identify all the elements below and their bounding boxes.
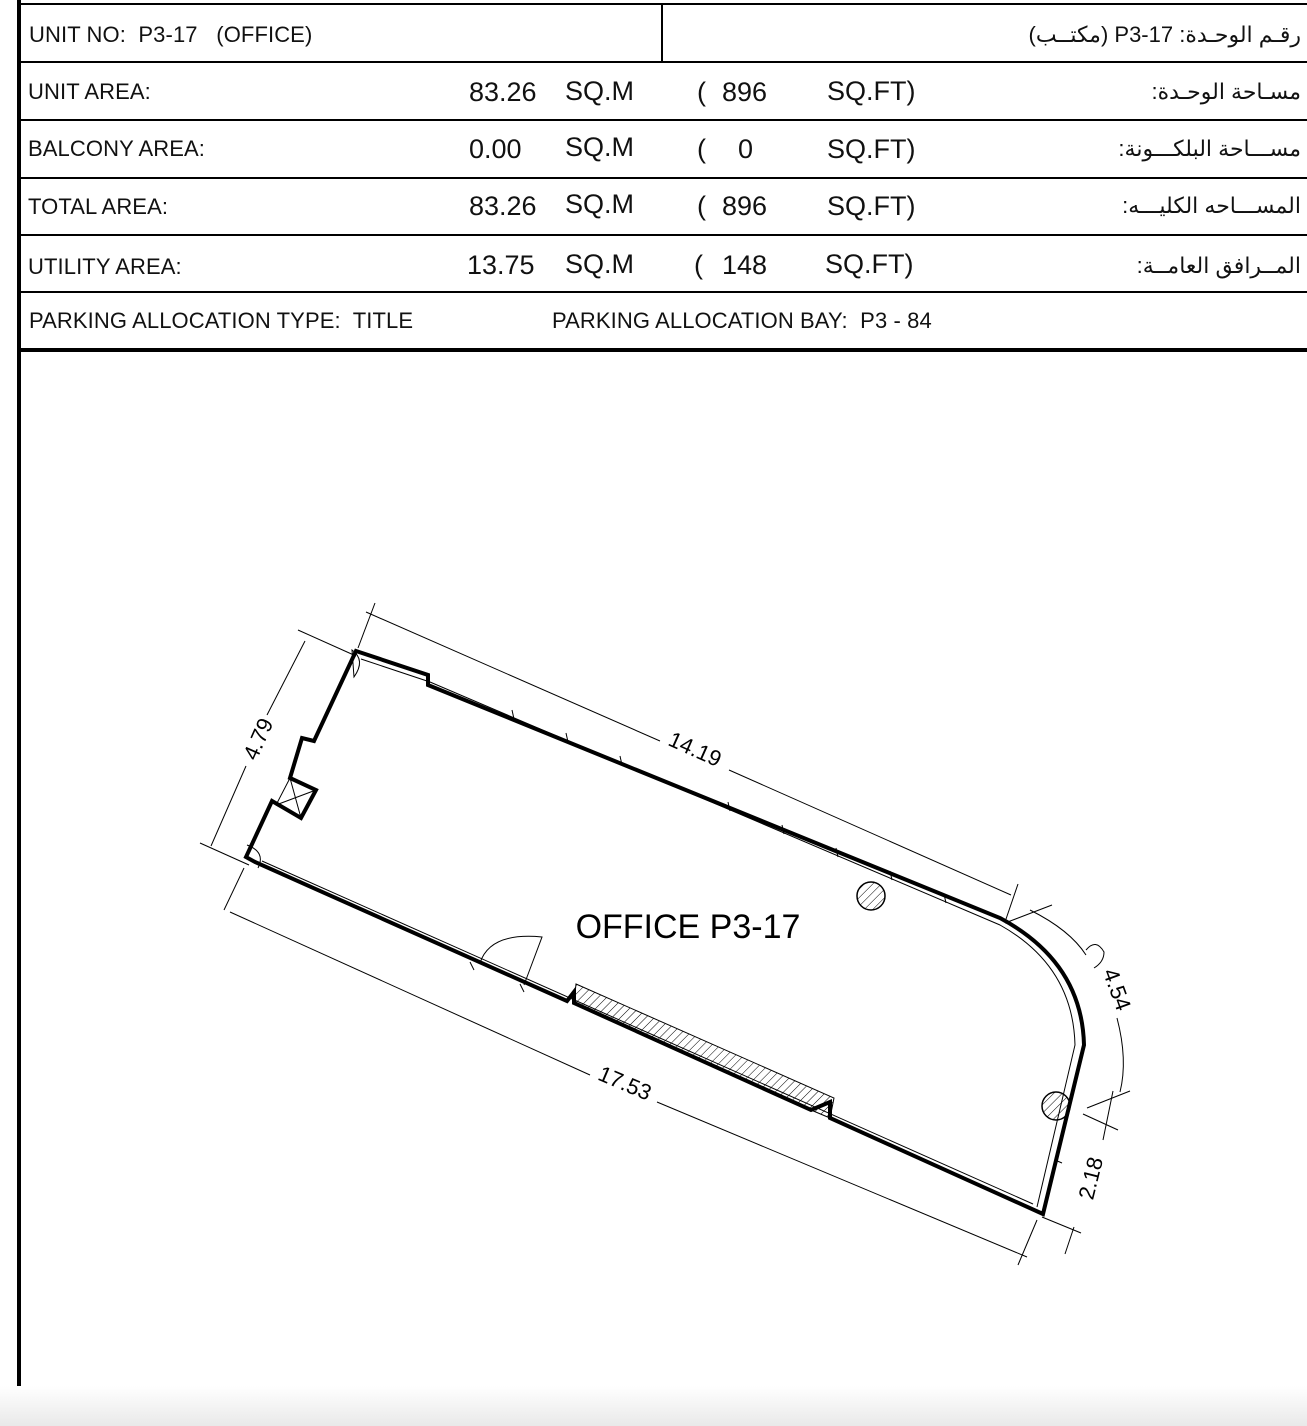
area-sqm: 13.75: [467, 250, 535, 280]
unit-no-label: UNIT NO:: [29, 22, 126, 47]
column: [857, 882, 885, 910]
unit-type: (OFFICE): [216, 22, 313, 47]
area-sqft-unit: SQ.FT): [827, 76, 916, 106]
table-rule: [19, 291, 1307, 293]
area-sqm-unit: SQ.M: [565, 132, 635, 162]
area-open-paren: (: [694, 250, 703, 280]
unit-no-arabic-cell: [1029, 22, 1301, 48]
dim-right-end-label: 2.18: [1073, 1154, 1109, 1202]
area-sqm-unit: SQ.M: [565, 249, 635, 279]
table-rule: [19, 119, 1307, 121]
area-label-ar: مسـاحة الوحـدة:: [1151, 79, 1301, 104]
unit-no-value: P3-17: [138, 22, 198, 47]
column: [1042, 1092, 1070, 1120]
parking-type-cell: [29, 308, 413, 334]
area-open-paren: (: [697, 134, 706, 164]
table-rule: [19, 177, 1307, 179]
unit-type-ar: (مكتــب): [1028, 22, 1109, 47]
curve-label-hook: [1086, 944, 1104, 968]
table-rule: [19, 234, 1307, 236]
area-label-ar: مســـاحة البلكـــونة:: [1118, 136, 1301, 161]
area-open-paren: (: [697, 77, 706, 107]
area-label: UNIT AREA:: [28, 79, 151, 104]
area-label-ar: المســـاحه الكليـــه:: [1122, 193, 1301, 218]
area-sqm: 83.26: [469, 77, 537, 107]
area-sqft: 896: [722, 77, 768, 107]
area-sqft: 148: [722, 250, 768, 280]
duct-hatch: [574, 984, 834, 1118]
room-label: OFFICE P3-17: [575, 908, 801, 946]
area-sqft: 896: [722, 191, 768, 221]
unit-no-ar-label: رقـم الوحـدة:: [1179, 22, 1301, 47]
table-rule: [19, 61, 1307, 63]
area-sqm-unit: SQ.M: [565, 76, 635, 106]
area-sqft-unit: SQ.FT): [827, 191, 916, 221]
area-label: BALCONY AREA:: [28, 136, 205, 161]
area-open-paren: (: [697, 191, 706, 221]
parking-bay-value: P3 - 84: [860, 308, 932, 333]
parking-type-label: PARKING ALLOCATION TYPE:: [29, 308, 341, 333]
dim-bottom-label: 17.53: [594, 1060, 656, 1106]
area-label: UTILITY AREA:: [28, 254, 182, 279]
dim-left-label: 4.79: [238, 714, 279, 764]
floor-plan: [0, 352, 1307, 1392]
unit-no-cell: [29, 22, 312, 48]
page-bottom-shadow: [0, 1386, 1307, 1426]
area-sqft-unit: SQ.FT): [825, 249, 914, 279]
parking-type-value: TITLE: [352, 308, 414, 333]
area-sqm: 83.26: [469, 191, 537, 221]
parking-bay-label: PARKING ALLOCATION BAY:: [552, 308, 848, 333]
table-rule: [19, 3, 1307, 5]
dim-top-label: 14.19: [664, 726, 726, 772]
unit-no-ar-value: P3-17: [1114, 22, 1174, 47]
area-sqm-unit: SQ.M: [565, 189, 635, 219]
area-label-ar: المــرافق العامــة:: [1136, 253, 1301, 278]
area-label: TOTAL AREA:: [28, 194, 169, 219]
parking-bay-cell: [552, 308, 932, 334]
area-sqft: 0: [738, 134, 754, 164]
area-sqm: 0.00: [469, 134, 522, 164]
header-divider: [661, 3, 663, 63]
area-sqft-unit: SQ.FT): [827, 134, 916, 164]
dim-curve-label: 4.54: [1097, 965, 1137, 1014]
